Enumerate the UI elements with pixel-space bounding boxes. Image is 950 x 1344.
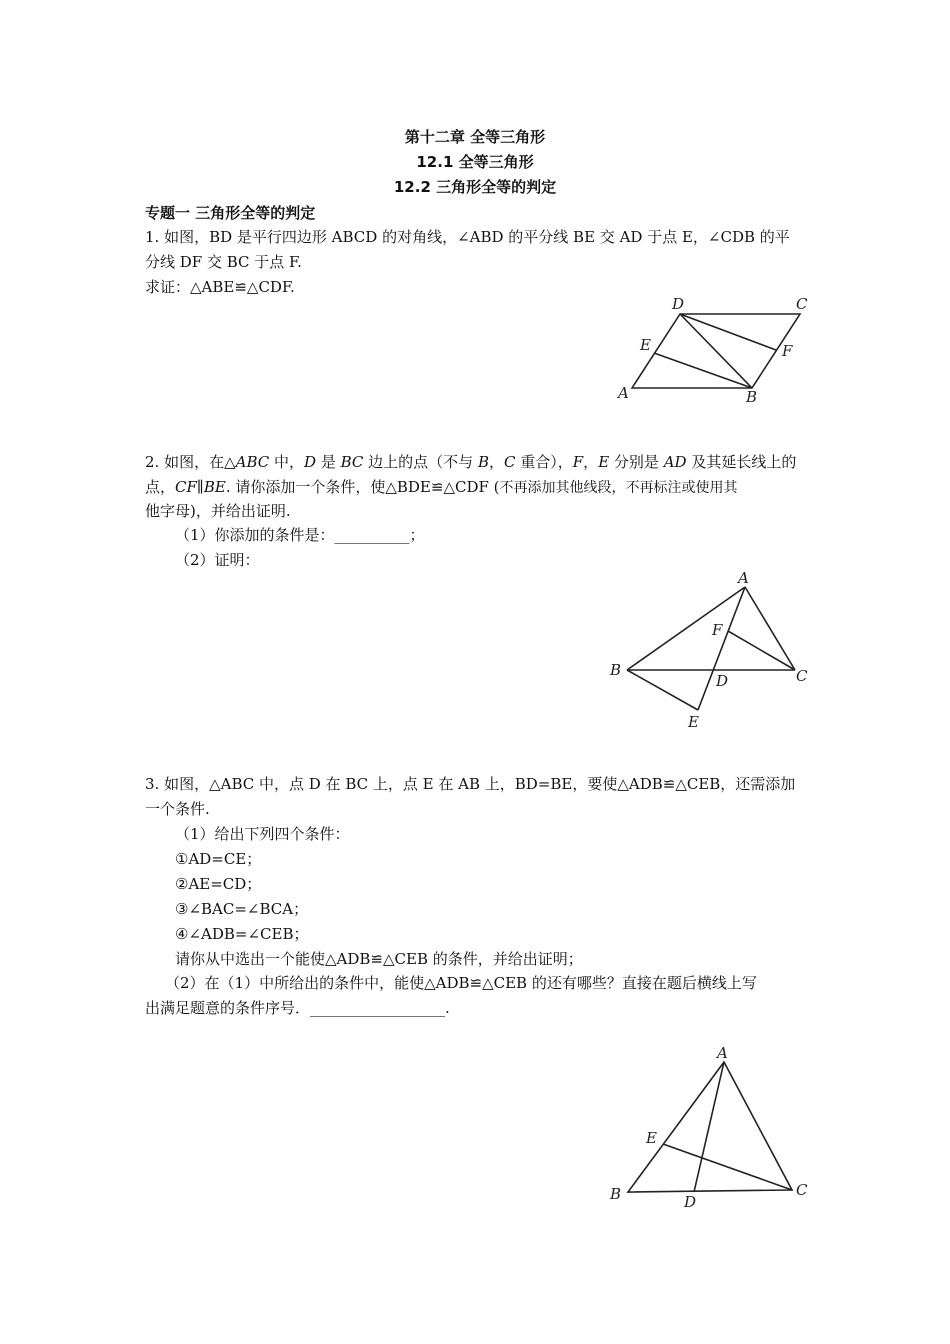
q2-figure	[600, 565, 820, 735]
q2-sub1: （1）你添加的条件是：__________；	[175, 526, 425, 544]
q1-diagonal-bd	[680, 314, 752, 388]
q3-sub2-line2: 出满足题意的条件序号．__________________.	[145, 999, 450, 1017]
q3-line1: 3. 如图，△ABC 中，点 D 在 BC 上，点 E 在 AB 上，BD=BE，要使△ADB≌△CEB，还需添加	[145, 775, 796, 793]
q2-label-c: C	[796, 667, 808, 685]
q1-segment-df	[680, 314, 776, 350]
q3-sub2-line1: （2）在（1）中所给出的条件中，能使△ADB≌△CEB 的还有哪些？直接在题后横线上写	[165, 974, 757, 992]
topic-heading: 专题一 三角形全等的判定	[145, 204, 316, 222]
q2-label-a: A	[738, 569, 749, 587]
q1-figure	[610, 290, 820, 410]
q2-segment-ab	[627, 587, 745, 670]
q3-triangle-abc	[628, 1062, 792, 1192]
q3-figure	[600, 1040, 820, 1215]
q1-label-f: F	[782, 342, 793, 360]
q1-label-e: E	[640, 336, 651, 354]
q2-segment-ac	[745, 587, 795, 670]
q2-label-e: E	[688, 713, 699, 731]
q2-label-d: D	[716, 672, 729, 690]
q2-sub2: （2）证明：	[175, 551, 260, 569]
q1-line2: 分线 DF 交 BC 于点 F.	[145, 253, 302, 271]
q3-segment-ec	[663, 1144, 792, 1190]
q2-line3: 他字母)，并给出证明.	[145, 502, 291, 520]
q1-line3: 求证：△ABE≌△CDF.	[145, 278, 295, 296]
section-title-1: 12.1 全等三角形	[416, 153, 534, 171]
q1-label-d: D	[672, 295, 685, 313]
section-title-2: 12.2 三角形全等的判定	[393, 178, 557, 196]
q3-option-2: ②AE=CD；	[175, 875, 262, 893]
q3-label-d: D	[684, 1193, 697, 1211]
q3-label-a: A	[717, 1044, 728, 1062]
q1-label-c: C	[796, 295, 808, 313]
q3-sub1: （1）给出下列四个条件：	[175, 825, 350, 843]
q3-ask: 请你从中选出一个能使△ADB≌△CEB 的条件，并给出证明；	[175, 950, 583, 968]
q2-segment-cf	[728, 631, 795, 670]
q3-line2: 一个条件.	[145, 800, 210, 818]
q3-option-4: ④∠ADB=∠CEB；	[175, 925, 309, 943]
q3-option-1: ①AD=CE；	[175, 850, 262, 868]
q1-line1: 1. 如图，BD 是平行四边形 ABCD 的对角线，∠ABD 的平分线 BE 交 AD 于点 E，∠CDB 的平	[145, 228, 790, 246]
q2-line2: 点，CF∥BE. 请你添加一个条件，使△BDE≌△CDF (不再添加其他线段，不再标注或使用其	[145, 478, 738, 496]
q1-label-a: A	[618, 384, 629, 402]
chapter-title: 第十二章 全等三角形	[404, 128, 546, 146]
q2-label-b: B	[610, 661, 622, 679]
q1-label-b: B	[746, 388, 758, 406]
q2-line1: 2. 如图，在△ABC 中，D 是 BC 边上的点（不与 B，C 重合），F，E 分别是 AD 及其延长线上的	[145, 453, 797, 471]
q1-segment-be	[654, 353, 752, 388]
q2-label-f: F	[712, 621, 723, 639]
q3-label-b: B	[610, 1185, 622, 1203]
q2-segment-ae	[698, 587, 745, 710]
q2-segment-be	[627, 670, 698, 710]
q3-option-3: ③∠BAC=∠BCA；	[175, 900, 309, 918]
q3-label-c: C	[796, 1181, 808, 1199]
q3-label-e: E	[646, 1129, 657, 1147]
